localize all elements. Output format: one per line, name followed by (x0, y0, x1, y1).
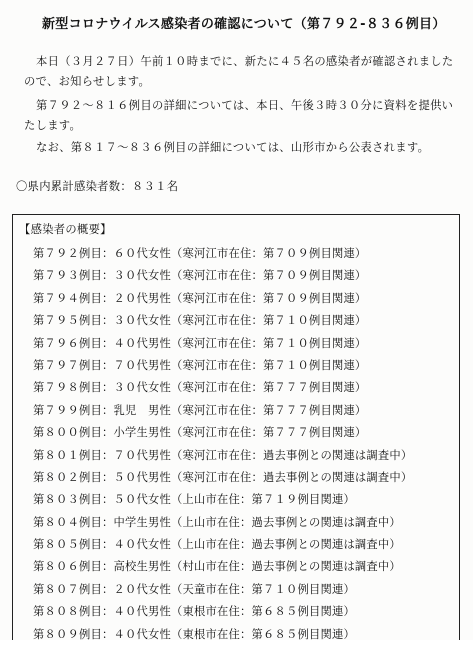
case-separator: ： (101, 426, 114, 440)
case-row (33, 310, 412, 332)
case-profile: ４０代女性 (113, 627, 171, 641)
paragraph-details-text: 第７９２～８１６例目の詳細については、本日、午後３時３０分に資料を提供いたします。 (24, 99, 454, 132)
case-profile: 小学生男性 (113, 426, 171, 440)
case-detail: （上山市在住：第７１９例目関連） (170, 493, 355, 507)
case-row (33, 624, 412, 646)
case-separator: ： (101, 627, 114, 641)
case-profile: ２０代女性 (113, 582, 171, 596)
case-id: 第８０４例目 (33, 515, 102, 529)
case-id: 第８０５例目 (33, 538, 102, 552)
case-detail: （寒河江市在住：第７０９例目関連） (170, 269, 367, 283)
case-id: 第７９４例目 (33, 291, 102, 305)
case-id: 第７９２例目 (33, 247, 102, 260)
paragraph-announcement (24, 52, 464, 92)
case-detail: （寒河江市在住：第７０９例目関連） (170, 247, 367, 260)
case-separator: ： (101, 515, 114, 529)
case-detail: （上山市在住：過去事例との関連は調査中） (170, 515, 401, 529)
document-title: 新型コロナウイルス感染者の確認について（第７９２-８３６例目） (42, 17, 446, 32)
case-profile: ３０代女性 (113, 269, 171, 283)
case-row (33, 288, 412, 310)
paragraph-announcement-text: 本日（３月２７日）午前１０時までに、新たに４５名の感染者が確認されましたので、お知らせします。 (24, 55, 454, 88)
case-id: 第７９８例目 (33, 381, 102, 395)
paragraph-yamagata-text: なお、第８１７～８３６例目の詳細については、山形市から公表されます。 (36, 141, 430, 154)
case-row (33, 265, 412, 287)
case-row (33, 422, 412, 444)
case-detail: （寒河江市在住：第７０９例目関連） (170, 291, 367, 305)
case-id: 第８０７例目 (33, 582, 102, 596)
case-id: 第７９５例目 (33, 314, 102, 328)
case-id: 第８０１例目 (33, 448, 102, 462)
case-profile: ５０代男性 (113, 470, 171, 484)
case-row (33, 556, 412, 578)
case-separator: ： (101, 560, 114, 574)
case-detail: （東根市在住：第６８５例目関連） (170, 627, 355, 641)
case-id: 第７９９例目 (33, 403, 102, 417)
case-id: 第７９３例目 (33, 269, 102, 283)
case-profile: ４０代男性 (113, 336, 171, 350)
case-separator: ： (101, 269, 114, 283)
case-id: 第８００例目 (33, 426, 102, 440)
case-profile: ６０代女性 (113, 247, 171, 260)
case-row (33, 333, 412, 355)
case-row (33, 445, 412, 467)
case-summary-heading: 【感染者の概要】 (19, 223, 112, 236)
case-separator: ： (101, 470, 114, 484)
case-row (33, 467, 412, 489)
case-separator: ： (101, 247, 114, 260)
case-profile: ３０代女性 (113, 314, 171, 328)
case-separator: ： (101, 358, 114, 372)
case-separator: ： (101, 314, 114, 328)
paragraph-yamagata (24, 138, 464, 158)
case-row (33, 400, 412, 422)
case-detail: （上山市在住：過去事例との関連は調査中） (170, 538, 401, 552)
case-separator: ： (101, 336, 114, 350)
case-row (33, 489, 412, 511)
cumulative-total: 〇県内累計感染者数：８３１名 (16, 180, 179, 193)
case-list (33, 243, 412, 646)
case-id: 第７９６例目 (33, 336, 102, 350)
case-detail: （寒河江市在住：第７７７例目関連） (170, 381, 367, 395)
case-profile: ４０代男性 (113, 605, 171, 619)
case-separator: ： (101, 582, 114, 596)
paragraph-details (24, 96, 464, 136)
case-id: 第７９７例目 (33, 358, 102, 372)
case-id: 第８０６例目 (33, 560, 102, 574)
case-profile: ３０代女性 (113, 381, 171, 395)
case-separator: ： (101, 381, 114, 395)
case-detail: （寒河江市在住：過去事例との関連は調査中） (170, 448, 413, 462)
case-id: 第８０９例目 (33, 627, 102, 641)
case-profile: 中学生男性 (113, 515, 171, 529)
case-detail: （寒河江市在住：第７７７例目関連） (170, 403, 367, 417)
case-id: 第８０８例目 (33, 605, 102, 619)
case-row (33, 377, 412, 399)
case-profile: ４０代女性 (113, 538, 171, 552)
case-summary-box (12, 214, 460, 640)
case-detail: （天童市在住：第７１０例目関連） (170, 582, 355, 596)
case-detail: （村山市在住：過去事例との関連は調査中） (170, 560, 401, 574)
case-profile: 乳児 男性 (113, 403, 171, 417)
case-detail: （寒河江市在住：第７１０例目関連） (170, 336, 367, 350)
case-separator: ： (101, 538, 114, 552)
case-separator: ： (101, 493, 114, 507)
case-row (33, 579, 412, 601)
case-detail: （東根市在住：第６８５例目関連） (170, 605, 355, 619)
case-detail: （寒河江市在住：第７７７例目関連） (170, 426, 367, 440)
case-row (33, 243, 412, 265)
case-row (33, 512, 412, 534)
case-id: 第８０２例目 (33, 470, 102, 484)
case-profile: 高校生男性 (113, 560, 171, 574)
case-detail: （寒河江市在住：第７１０例目関連） (170, 314, 367, 328)
case-row (33, 601, 412, 623)
case-profile: ７０代男性 (113, 448, 171, 462)
case-separator: ： (101, 403, 114, 417)
case-profile: ７０代男性 (113, 358, 171, 372)
case-row (33, 534, 412, 556)
case-separator: ： (101, 291, 114, 305)
case-detail: （寒河江市在住：過去事例との関連は調査中） (170, 470, 413, 484)
case-profile: ５０代女性 (113, 493, 171, 507)
case-row (33, 355, 412, 377)
case-separator: ： (101, 605, 114, 619)
case-id: 第８０３例目 (33, 493, 102, 507)
case-separator: ： (101, 448, 114, 462)
case-profile: ２０代男性 (113, 291, 171, 305)
case-detail: （寒河江市在住：第７１０例目関連） (170, 358, 367, 372)
